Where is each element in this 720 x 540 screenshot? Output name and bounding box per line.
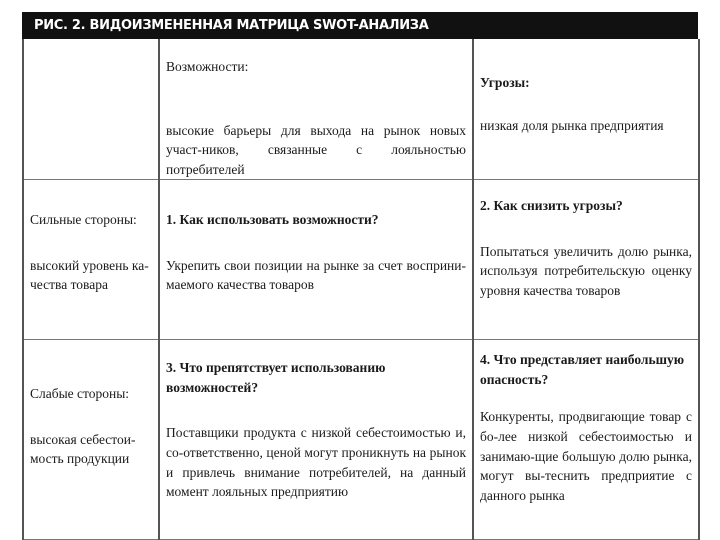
q3-cell — [159, 340, 473, 540]
q2-question: 2. Как снизить угрозы? — [480, 198, 623, 214]
strengths-cell — [23, 180, 159, 340]
q1-question: 1. Как использовать возможности? — [166, 212, 379, 228]
q4-answer: Конкуренты, продвигающие товар с бо-лее низкой себестоимостью и занимаю-щие большую долю рынка, могут вы-теснить предприятие с данного рынка — [480, 409, 692, 503]
q3-question: 3. Что препятствует использованию возможностей? — [166, 360, 386, 395]
strengths-title: Сильные стороны: — [30, 212, 137, 228]
opportunities-text: высокие барьеры для выхода на рынок новых участ-ников, связанные с лояльностью потребителей — [166, 122, 466, 177]
strengths-text: высокий уровень ка-чества товара — [30, 257, 149, 293]
q1-answer: Укрепить свои позиции на рынке за счет восприни-маемого качества товаров — [166, 257, 466, 293]
figure-caption-text: РИС. 2. ВИДОИЗМЕНЕННАЯ МАТРИЦА SWOT-АНАЛИЗА — [34, 18, 429, 33]
opportunities-cell — [159, 39, 473, 180]
weaknesses-cell — [23, 340, 159, 540]
weaknesses-text: высокая себестои-мость продукции — [30, 431, 136, 467]
figure-caption — [22, 12, 698, 39]
q4-cell — [473, 340, 699, 540]
table-row-strengths — [23, 180, 699, 340]
q1-cell — [159, 180, 473, 340]
q3-answer: Поставщики продукта с низкой себестоимостью и, со-ответственно, ценой могут проникнуть на рынок и привлечь внимание потребителей, на данный момент лояльных предприятию — [166, 425, 466, 500]
opportunities-title: Возможности: — [166, 59, 249, 74]
q4-question: 4. Что представляет наибольшую опасность? — [480, 352, 685, 387]
empty-corner-cell — [23, 39, 159, 180]
q2-cell — [473, 180, 699, 340]
table-row-header — [23, 39, 699, 180]
threats-text: низкая доля рынка предприятия — [480, 117, 664, 133]
swot-matrix-table — [22, 39, 700, 540]
threats-cell — [473, 39, 699, 180]
q2-answer: Попытаться увеличить долю рынка, используя потребительскую оценку уровня качества товаров — [480, 243, 692, 298]
threats-title: Угрозы: — [480, 75, 530, 90]
weaknesses-title: Слабые стороны: — [30, 386, 130, 402]
table-row-weaknesses — [23, 340, 699, 540]
